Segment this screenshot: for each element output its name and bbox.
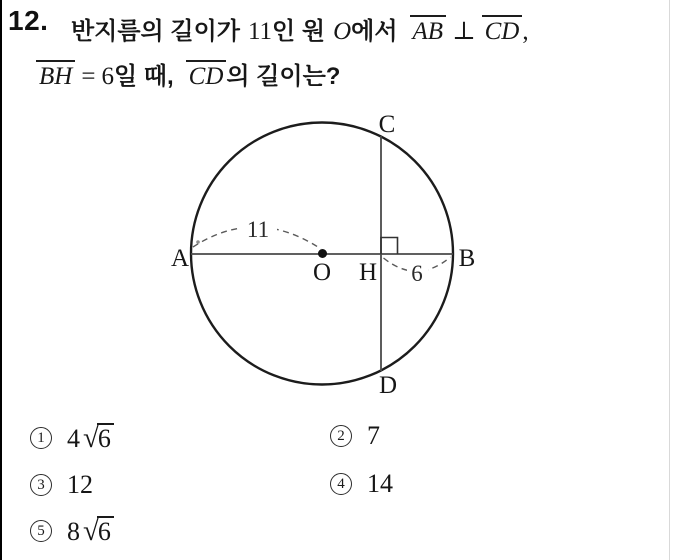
point-c-label: C <box>378 111 396 138</box>
answer-choice-5 <box>30 516 114 547</box>
circled-number-5: 5 <box>30 520 52 542</box>
equals-sign: = <box>81 63 96 90</box>
center-dot <box>318 249 327 258</box>
circled-number-1: 1 <box>30 427 52 449</box>
choice-2-value: 7 <box>367 421 380 450</box>
segment-cd: CD <box>482 15 523 47</box>
comma: , <box>522 18 529 45</box>
korean-text: 일 때, <box>113 63 174 90</box>
point-d-label: D <box>378 372 398 399</box>
korean-text: 의 길이는? <box>226 63 341 90</box>
coefficient: 8 <box>67 517 80 546</box>
center-o-label: O <box>312 259 332 286</box>
problem-number: 12. <box>8 5 49 36</box>
square-root <box>83 516 114 547</box>
radical-sign-icon: √ <box>83 515 99 547</box>
circled-number-3: 3 <box>30 474 52 496</box>
bh-value: 6 <box>101 63 114 90</box>
answer-choice-3 <box>30 471 93 500</box>
radicand: 6 <box>97 423 114 454</box>
answer-choice-1 <box>30 423 114 454</box>
perpendicular-symbol: ⊥ <box>452 18 476 45</box>
radicand: 6 <box>97 516 114 547</box>
circle-center-variable: O <box>333 18 352 45</box>
answer-choice-4 <box>330 470 393 499</box>
bh-length-label: 6 <box>411 261 423 286</box>
point-b-label: B <box>458 245 476 272</box>
radical-sign-icon: √ <box>83 422 99 454</box>
radius-value: 11 <box>247 18 273 45</box>
answer-choice-2 <box>330 422 380 451</box>
segment-cd: CD <box>186 60 227 92</box>
radius-length-label: 11 <box>246 217 270 242</box>
point-a-label: A <box>170 245 190 272</box>
segment-ab: AB <box>410 15 447 47</box>
korean-text: 반지름의 길이가 <box>71 18 240 45</box>
coefficient: 4 <box>67 424 80 453</box>
foot-h-label: H <box>358 259 378 286</box>
choice-1-value <box>67 423 114 454</box>
circled-number-4: 4 <box>330 473 352 495</box>
segment-bh: BH <box>36 60 75 92</box>
circled-number-2: 2 <box>330 425 352 447</box>
korean-text: 인 원 <box>272 18 326 45</box>
choice-5-value <box>67 516 114 547</box>
korean-text: 에서 <box>351 18 398 45</box>
right-angle-marker <box>381 238 398 255</box>
arc-start-dot <box>196 240 200 244</box>
choice-4-value: 14 <box>367 469 393 498</box>
choice-3-value: 12 <box>67 470 93 499</box>
square-root <box>83 423 114 454</box>
